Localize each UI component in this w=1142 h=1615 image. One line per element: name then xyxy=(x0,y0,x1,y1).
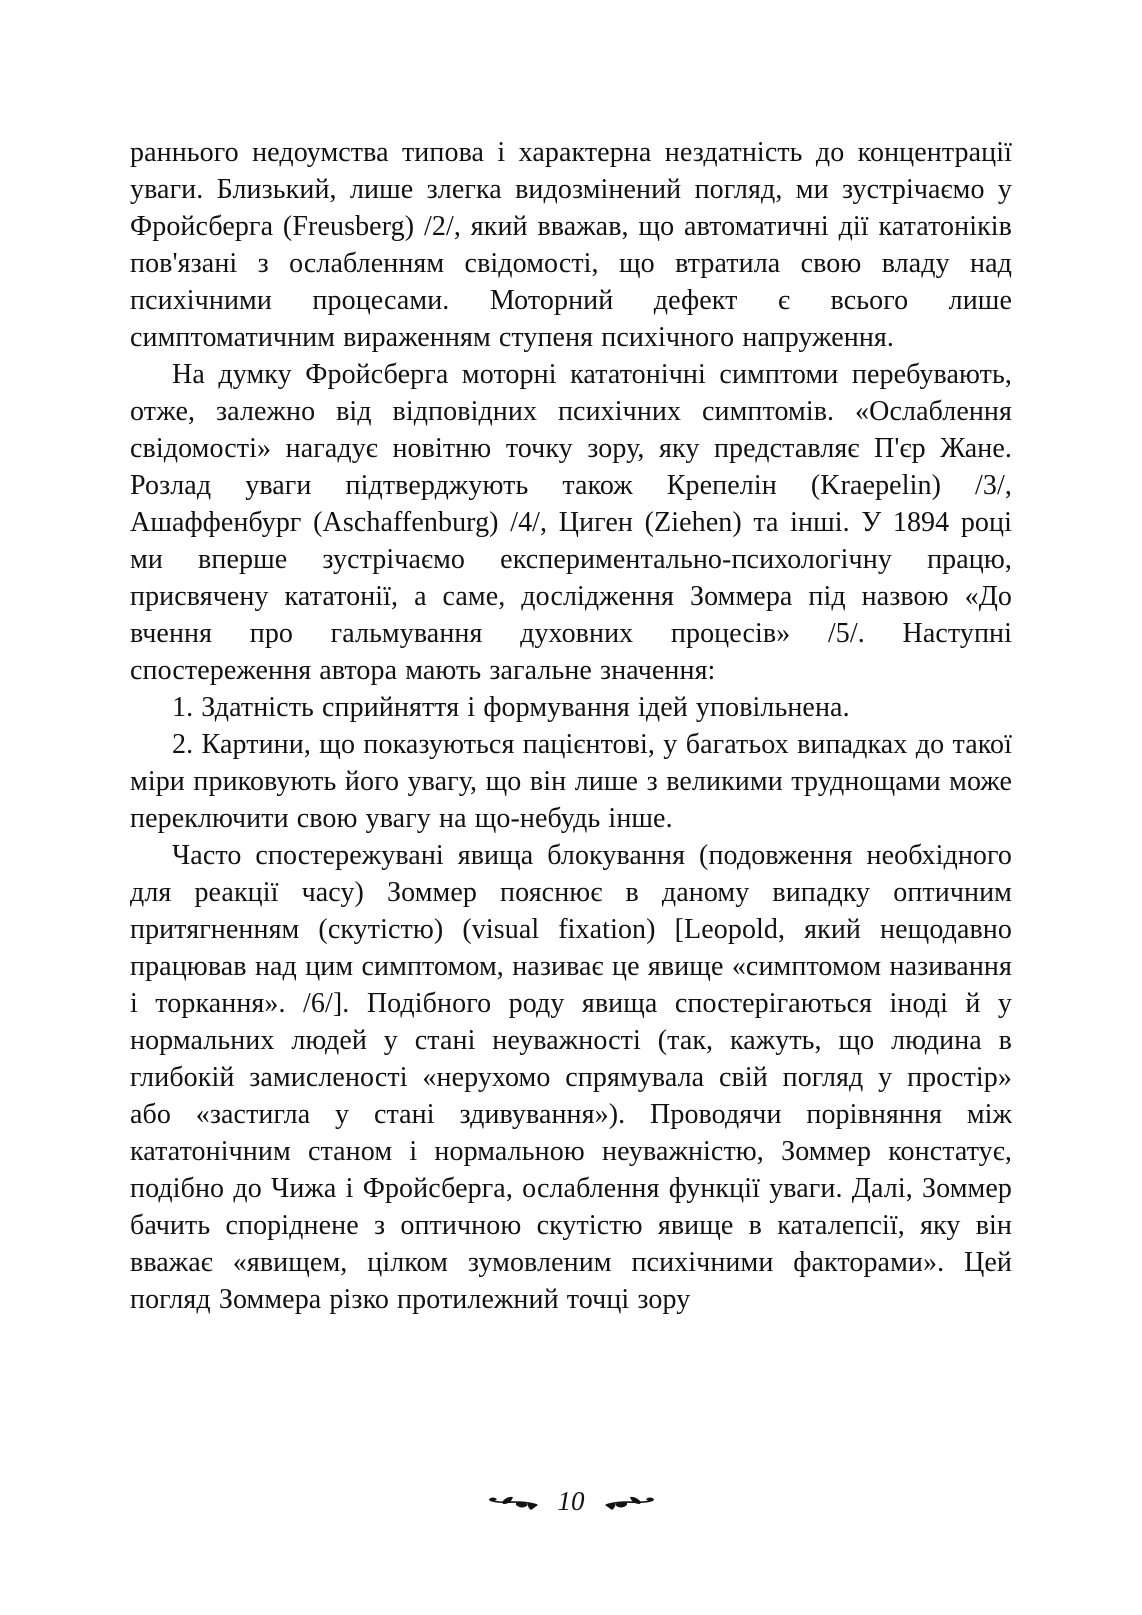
page-footer xyxy=(0,1488,1142,1515)
page-text-block xyxy=(130,134,1012,1318)
page-number: 10 xyxy=(557,1486,585,1516)
vine-flourish-icon xyxy=(603,1493,655,1511)
vine-flourish-icon xyxy=(488,1493,540,1511)
body-paragraph: Часто спостережувані явища блокування (подовження необхідного для реакції часу) Зоммер пояснює в даному випадку оптичним притягненням (скутістю) (visual fixation) [Leopold, який нещодавно працював над цим симптомом, називає це явище «симптомом називання і торкання». /6/]. Подібного роду явища спостерігаються іноді й у нормальних людей у стані неуважності (так, кажуть, що людина в глибокій замисленості «нерухомо спрямувала свій погляд у простір» або «застигла у стані здивування»). Проводячи порівняння між кататонічним станом і нормальною неуважністю, Зоммер констатує, подібно до Чижа і Фройсберга, ослаблення функції уваги. Далі, Зоммер бачить споріднене з оптичною скутістю явище в каталепсії, яку він вважає «явищем, цілком зумовленим психічними факторами». Цей погляд Зоммера різко протилежний точці зору xyxy=(130,840,1012,1315)
body-paragraph-list-item-1: 1. Здатність сприйняття і формування ідей уповільнена. xyxy=(172,692,850,723)
body-paragraph: раннього недоумства типова і характерна нездатність до концентрації уваги. Близький, лише злегка видозмінений погляд, ми зустрічаємо у Фройсберга (Freusberg) /2/, який вважав, що автоматичні дії кататоніків пов'язані з ослабленням свідомості, що втратила свою владу над психічними процесами. Моторний дефект є всього лише симптоматичним вираженням ступеня психічного напруження. xyxy=(130,137,1012,353)
body-paragraph: На думку Фройсберга моторні кататонічні симптоми перебувають, отже, залежно від відповідних психічних симптомів. «Ослаблення свідомості» нагадує новітню точку зору, яку представляє П'єр Жане. Розлад уваги підтверджують також Крепелін (Kraepelin) /3/, Ашаффенбург (Aschaffenburg) /4/, Циген (Ziehen) та інші. У 1894 році ми вперше зустрічаємо експериментально-психологічну працю, присвячену кататонії, а саме, дослідження Зоммера під назвою «До вчення про гальмування духовних процесів» /5/. Наступні спостереження автора мають загальне значення: xyxy=(130,359,1012,686)
body-paragraph-list-item-2: 2. Картини, що показуються пацієнтові, у багатьох випадках до такої міри приковують його увагу, що він лише з великими труднощами може переключити свою увагу на що-небудь інше. xyxy=(130,729,1012,834)
